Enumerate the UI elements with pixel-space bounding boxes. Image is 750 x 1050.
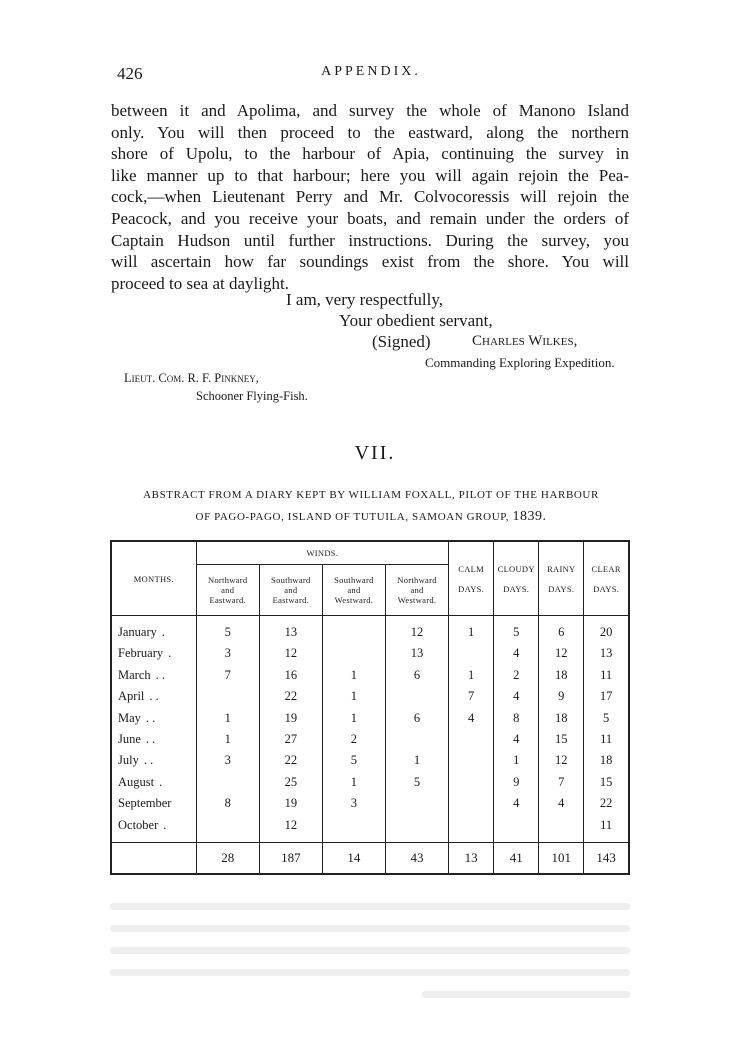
value-cell: 7 (539, 772, 584, 793)
value-cell: 11 (584, 815, 629, 836)
section-number: VII. (354, 442, 396, 464)
value-cell: 5 (196, 616, 259, 644)
value-cell: 18 (539, 665, 584, 686)
value-cell: 11 (584, 729, 629, 750)
value-cell: 19 (259, 708, 322, 729)
month-cell: October . (111, 815, 196, 836)
value-cell: 11 (584, 665, 629, 686)
value-cell (449, 793, 494, 814)
value-cell (385, 815, 448, 836)
table-row (111, 750, 629, 771)
month-cell: June . . (111, 729, 196, 750)
letter-line: Peacock, and you receive your boats, and remain under the orders of (111, 208, 629, 228)
value-cell (196, 815, 259, 836)
value-cell (449, 815, 494, 836)
letter-line: Captain Hudson until further instructions. During the survey, you (111, 230, 629, 250)
month-cell: July . . (111, 750, 196, 771)
value-cell: 5 (385, 772, 448, 793)
signature-name: Charles Wilkes, (472, 333, 578, 349)
header-months: MONTHS. (111, 541, 196, 616)
value-cell: 3 (322, 793, 385, 814)
table-row (111, 686, 629, 707)
total-cell: 143 (584, 843, 629, 875)
table-caption (110, 484, 632, 528)
letter-line: between it and Apolima, and survey the whole of Manono Island (111, 101, 629, 120)
letter-line: like manner up to that harbour; here you will again rejoin the Pea- (111, 165, 629, 185)
page-number: 426 (117, 64, 143, 83)
value-cell (322, 815, 385, 836)
value-cell: 5 (584, 708, 629, 729)
value-cell: 2 (494, 665, 539, 686)
caption-line: ABSTRACT FROM A DIARY KEPT BY WILLIAM FOXALL, PILOT OF THE HARBOUR (143, 489, 599, 501)
show-through-text (110, 895, 630, 1005)
value-cell: 15 (539, 729, 584, 750)
value-cell: 3 (196, 750, 259, 771)
value-cell: 7 (196, 665, 259, 686)
value-cell (385, 729, 448, 750)
value-cell: 22 (259, 750, 322, 771)
caption-year: 1839. (512, 509, 547, 524)
value-cell: 12 (259, 815, 322, 836)
value-cell (449, 772, 494, 793)
value-cell (539, 815, 584, 836)
value-cell: 9 (494, 772, 539, 793)
month-cell: May . . (111, 708, 196, 729)
header-calm: CALM DAYS. (449, 541, 494, 616)
value-cell: 1 (322, 665, 385, 686)
value-cell: 3 (196, 643, 259, 664)
value-cell: 13 (259, 616, 322, 644)
value-cell: 1 (449, 616, 494, 644)
total-cell: 101 (539, 843, 584, 875)
total-cell: 14 (322, 843, 385, 875)
letter-line: will ascertain how far soundings exist from the shore. You will (111, 252, 629, 272)
totals-label-cell (111, 843, 196, 875)
value-cell: 1 (196, 708, 259, 729)
letter-line: proceed to sea at daylight. (111, 273, 289, 293)
header-southward-westward: Southward and Westward. (322, 565, 385, 616)
value-cell: 22 (584, 793, 629, 814)
running-head: APPENDIX. (321, 64, 421, 79)
table-row (111, 616, 629, 644)
value-cell: 13 (385, 643, 448, 664)
page-header (111, 62, 631, 86)
header-northward-eastward: Northward and Eastward. (196, 565, 259, 616)
table-row (111, 665, 629, 686)
value-cell: 18 (539, 708, 584, 729)
month-cell: April . . (111, 686, 196, 707)
month-cell: August . (111, 772, 196, 793)
header-southward-eastward: Southward and Eastward. (259, 565, 322, 616)
value-cell (322, 616, 385, 644)
header-rainy: RAINY DAYS. (539, 541, 584, 616)
value-cell: 9 (539, 686, 584, 707)
value-cell: 5 (322, 750, 385, 771)
addressee-rank: Lieut. Com. R. F. Pinkney, (124, 371, 259, 385)
value-cell: 1 (196, 729, 259, 750)
value-cell: 12 (539, 750, 584, 771)
value-cell: 17 (584, 686, 629, 707)
value-cell: 20 (584, 616, 629, 644)
value-cell: 1 (322, 708, 385, 729)
month-cell: January . (111, 616, 196, 644)
value-cell: 8 (196, 793, 259, 814)
totals-row (111, 843, 629, 875)
value-cell: 5 (494, 616, 539, 644)
header-northward-westward: Northward and Westward. (385, 565, 448, 616)
value-cell: 25 (259, 772, 322, 793)
value-cell: 22 (259, 686, 322, 707)
value-cell: 15 (584, 772, 629, 793)
value-cell: 12 (539, 643, 584, 664)
value-cell: 1 (322, 686, 385, 707)
value-cell: 19 (259, 793, 322, 814)
table-row (111, 729, 629, 750)
letter-body (111, 100, 629, 294)
total-cell: 41 (494, 843, 539, 875)
letter-line: shore of Upolu, to the harbour of Apia, continuing the survey in (111, 144, 629, 164)
weather-abstract-table (110, 540, 630, 875)
signed-marker: (Signed) (372, 332, 431, 351)
value-cell: 4 (494, 686, 539, 707)
month-cell: March . . (111, 665, 196, 686)
total-cell: 43 (385, 843, 448, 875)
month-cell: September (111, 793, 196, 814)
value-cell (385, 686, 448, 707)
value-cell: 4 (494, 643, 539, 664)
table-row (111, 793, 629, 814)
value-cell (449, 750, 494, 771)
value-cell: 6 (539, 616, 584, 644)
value-cell: 12 (385, 616, 448, 644)
value-cell: 13 (584, 643, 629, 664)
value-cell: 4 (449, 708, 494, 729)
value-cell: 1 (494, 750, 539, 771)
caption-place: OF PAGO-PAGO, ISLAND OF TUTUILA, SAMOAN GROUP, (195, 511, 510, 523)
table-row (111, 772, 629, 793)
value-cell: 1 (385, 750, 448, 771)
letter-line: cock,—when Lieutenant Perry and Mr. Colvocoressis will rejoin the (111, 187, 629, 207)
letter-line: only. You will then proceed to the eastward, along the northern (111, 122, 629, 142)
value-cell (449, 643, 494, 664)
value-cell (196, 772, 259, 793)
value-cell (494, 815, 539, 836)
value-cell: 27 (259, 729, 322, 750)
value-cell (196, 686, 259, 707)
total-cell: 13 (449, 843, 494, 875)
value-cell: 6 (385, 708, 448, 729)
value-cell: 6 (385, 665, 448, 686)
value-cell: 1 (322, 772, 385, 793)
table-row (111, 815, 629, 836)
total-cell: 187 (259, 843, 322, 875)
value-cell: 4 (494, 793, 539, 814)
value-cell: 4 (539, 793, 584, 814)
value-cell: 2 (322, 729, 385, 750)
value-cell: 1 (449, 665, 494, 686)
closing-salutation: I am, very respectfully, (286, 290, 444, 309)
value-cell: 4 (494, 729, 539, 750)
table-row (111, 708, 629, 729)
month-cell: February . (111, 643, 196, 664)
caption-line (110, 506, 632, 528)
value-cell: 18 (584, 750, 629, 771)
value-cell (449, 729, 494, 750)
value-cell (385, 793, 448, 814)
header-cloudy: CLOUDY DAYS. (494, 541, 539, 616)
header-winds: WINDS. (196, 541, 448, 565)
table-row (111, 643, 629, 664)
value-cell: 7 (449, 686, 494, 707)
value-cell (322, 643, 385, 664)
closing-servant: Your obedient servant, (339, 311, 493, 330)
addressee-vessel: Schooner Flying-Fish. (196, 389, 308, 403)
value-cell: 16 (259, 665, 322, 686)
signature-title: Commanding Exploring Expedition. (425, 355, 615, 370)
value-cell: 8 (494, 708, 539, 729)
total-cell: 28 (196, 843, 259, 875)
header-clear: CLEAR DAYS. (584, 541, 629, 616)
value-cell: 12 (259, 643, 322, 664)
